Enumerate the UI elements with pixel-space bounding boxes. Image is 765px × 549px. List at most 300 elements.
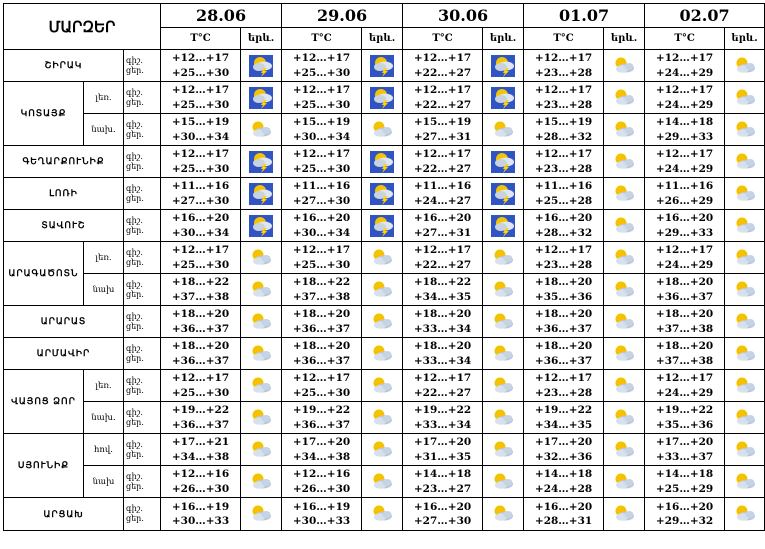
region-name: ՍՅՈՒՆԻՔ	[4, 434, 84, 498]
temperature-cell	[282, 242, 362, 274]
night-temperature: +19…+22	[534, 404, 593, 417]
table-row	[4, 274, 765, 306]
weather-cell	[725, 434, 765, 466]
temperature-cell	[403, 146, 483, 178]
thunderstorm-icon	[249, 215, 273, 237]
time-of-day-labels	[124, 178, 161, 210]
weather-cell	[483, 210, 524, 242]
temperature-cell	[282, 434, 362, 466]
time-of-day-labels	[124, 434, 161, 466]
weather-cell	[362, 50, 403, 82]
night-temperature: +16…+20	[655, 500, 714, 513]
temperature-cell	[524, 82, 604, 114]
night-temperature: +16…+20	[413, 500, 472, 513]
night-temperature: +16…+20	[655, 212, 714, 225]
night-temperature: +18…+20	[655, 340, 714, 353]
weather-cell	[604, 242, 645, 274]
weather-cell	[483, 146, 524, 178]
weather-cell	[725, 210, 765, 242]
weather-cell	[241, 146, 282, 178]
regions-header: ՄԱՐԶԵՐ	[4, 4, 161, 50]
weather-cell	[483, 434, 524, 466]
night-temperature: +19…+22	[292, 404, 351, 417]
day-temperature: +28…+31	[534, 515, 593, 527]
day-temperature: +30…+33	[171, 515, 230, 527]
subregion-label: լեռ.	[84, 370, 124, 402]
night-temperature: +14…+18	[413, 468, 472, 481]
weather-cell	[362, 242, 403, 274]
partly-cloudy-icon	[249, 503, 273, 525]
temperature-cell	[282, 402, 362, 434]
table-row	[4, 210, 765, 242]
temperature-cell	[161, 210, 241, 242]
partly-cloudy-icon	[249, 247, 273, 269]
thunderstorm-icon	[491, 151, 515, 173]
partly-cloudy-icon	[370, 407, 394, 429]
night-temperature: +12…+17	[534, 244, 593, 257]
partly-cloudy-icon	[612, 183, 636, 205]
temperature-cell	[403, 466, 483, 498]
time-of-day-labels	[124, 498, 161, 531]
weather-cell	[725, 178, 765, 210]
temperature-cell	[161, 370, 241, 402]
day-temperature: +22…+27	[413, 162, 472, 175]
weather-cell	[725, 466, 765, 498]
temperature-cell	[524, 306, 604, 338]
weather-cell	[362, 370, 403, 402]
weather-cell	[604, 82, 645, 114]
day-label: ցեր.	[126, 449, 144, 459]
day-temperature: +30…+34	[171, 130, 230, 143]
weather-cell	[241, 434, 282, 466]
weather-cell	[604, 306, 645, 338]
weather-cell	[241, 402, 282, 434]
day-temperature: +24…+29	[655, 162, 714, 175]
temperature-cell	[161, 274, 241, 306]
table-row	[4, 466, 765, 498]
table-row	[4, 370, 765, 402]
partly-cloudy-icon	[612, 279, 636, 301]
temperature-column-header: T°C	[282, 28, 362, 50]
temperature-cell	[161, 306, 241, 338]
temperature-cell	[524, 370, 604, 402]
night-temperature: +16…+20	[413, 212, 472, 225]
night-temperature: +12…+17	[171, 372, 230, 385]
day-temperature: +27…+30	[413, 515, 472, 527]
weather-cell	[604, 370, 645, 402]
day-temperature: +25…+30	[171, 66, 230, 79]
day-temperature: +24…+29	[655, 258, 714, 271]
partly-cloudy-icon	[370, 247, 394, 269]
partly-cloudy-icon	[612, 119, 636, 141]
day-temperature: +34…+35	[413, 290, 472, 303]
temperature-cell	[524, 146, 604, 178]
date-header: 28.06	[161, 4, 282, 28]
weather-cell	[483, 498, 524, 531]
day-temperature: +36…+37	[171, 322, 230, 335]
temperature-cell	[161, 50, 241, 82]
night-temperature: +18…+22	[171, 276, 230, 289]
day-temperature: +30…+34	[171, 226, 230, 239]
day-label: ցեր.	[126, 65, 144, 75]
weather-cell	[362, 274, 403, 306]
night-label: գիշ.	[126, 439, 143, 449]
weather-column-header: երև.	[483, 28, 524, 50]
day-temperature: +30…+33	[292, 515, 351, 527]
partly-cloudy-icon	[491, 311, 515, 333]
partly-cloudy-icon	[733, 311, 757, 333]
weather-cell	[362, 210, 403, 242]
weather-cell	[725, 82, 765, 114]
temperature-cell	[645, 114, 725, 146]
weather-cell	[241, 338, 282, 370]
partly-cloudy-icon	[370, 471, 394, 493]
day-temperature: +37…+38	[171, 290, 230, 303]
day-temperature: +37…+38	[655, 354, 714, 367]
night-temperature: +16…+19	[171, 500, 230, 513]
region-name: ԱՐՄԱՎԻՐ	[4, 338, 124, 370]
day-temperature: +23…+28	[534, 98, 593, 111]
night-temperature: +12…+17	[292, 244, 351, 257]
date-header: 29.06	[282, 4, 403, 28]
table-row	[4, 338, 765, 370]
temperature-cell	[645, 498, 725, 531]
partly-cloudy-icon	[491, 119, 515, 141]
temperature-cell	[524, 242, 604, 274]
night-temperature: +16…+19	[292, 500, 351, 513]
weather-cell	[483, 50, 524, 82]
thunderstorm-icon	[370, 215, 394, 237]
partly-cloudy-icon	[370, 279, 394, 301]
weather-cell	[483, 82, 524, 114]
temperature-cell	[645, 274, 725, 306]
night-temperature: +18…+20	[292, 308, 351, 321]
weather-cell	[604, 498, 645, 531]
day-temperature: +36…+37	[292, 354, 351, 367]
night-label: գիշ.	[126, 504, 143, 514]
weather-cell	[483, 178, 524, 210]
weather-cell	[362, 402, 403, 434]
weather-cell	[483, 338, 524, 370]
night-temperature: +15…+19	[171, 116, 230, 129]
night-temperature: +12…+17	[171, 244, 230, 257]
day-temperature: +31…+35	[413, 450, 472, 463]
temperature-cell	[645, 242, 725, 274]
day-temperature: +25…+30	[171, 98, 230, 111]
night-temperature: +18…+20	[171, 308, 230, 321]
night-temperature: +15…+19	[534, 116, 593, 129]
night-label: գիշ.	[126, 87, 143, 97]
day-temperature: +34…+38	[171, 450, 230, 463]
night-temperature: +18…+20	[413, 340, 472, 353]
partly-cloudy-icon	[370, 119, 394, 141]
night-temperature: +15…+19	[413, 116, 472, 129]
thunderstorm-icon	[491, 183, 515, 205]
day-temperature: +23…+28	[534, 258, 593, 271]
time-of-day-labels	[124, 306, 161, 338]
night-temperature: +11…+16	[292, 180, 351, 193]
subregion-label: հով.	[84, 434, 124, 466]
day-temperature: +30…+34	[292, 130, 351, 143]
partly-cloudy-icon	[370, 503, 394, 525]
day-label: ցեր.	[126, 481, 144, 491]
temperature-cell	[161, 338, 241, 370]
day-temperature: +23…+27	[413, 482, 472, 495]
day-temperature: +27…+31	[413, 226, 472, 239]
night-label: գիշ.	[126, 215, 143, 225]
temperature-cell	[282, 210, 362, 242]
partly-cloudy-icon	[249, 311, 273, 333]
night-temperature: +19…+22	[171, 404, 230, 417]
forecast-table	[3, 3, 765, 531]
temperature-cell	[403, 242, 483, 274]
partly-cloudy-icon	[491, 439, 515, 461]
temperature-cell	[282, 82, 362, 114]
weather-cell	[604, 274, 645, 306]
weather-cell	[604, 466, 645, 498]
day-label: ցեր.	[126, 129, 144, 139]
night-label: գիշ.	[126, 343, 143, 353]
night-temperature: +18…+22	[292, 276, 351, 289]
temperature-cell	[282, 338, 362, 370]
day-temperature: +24…+29	[655, 98, 714, 111]
day-temperature: +22…+27	[413, 258, 472, 271]
temperature-cell	[282, 178, 362, 210]
weather-column-header: երև.	[241, 28, 282, 50]
night-temperature: +11…+16	[534, 180, 593, 193]
day-temperature: +36…+37	[534, 322, 593, 335]
night-temperature: +12…+17	[413, 244, 472, 257]
temperature-cell	[161, 82, 241, 114]
subregion-label: լեռ.	[84, 82, 124, 114]
date-header: 30.06	[403, 4, 524, 28]
day-label: ցեր.	[126, 289, 144, 299]
temperature-cell	[645, 50, 725, 82]
night-label: գիշ.	[126, 375, 143, 385]
temperature-cell	[645, 178, 725, 210]
night-temperature: +18…+20	[413, 308, 472, 321]
night-temperature: +14…+18	[655, 468, 714, 481]
night-temperature: +12…+17	[534, 84, 593, 97]
time-of-day-labels	[124, 146, 161, 178]
day-label: ցեր.	[126, 417, 144, 427]
table-row	[4, 306, 765, 338]
weather-cell	[725, 402, 765, 434]
thunderstorm-icon	[491, 87, 515, 109]
partly-cloudy-icon	[612, 375, 636, 397]
weather-cell	[483, 242, 524, 274]
weather-cell	[241, 306, 282, 338]
night-temperature: +12…+17	[413, 52, 472, 65]
day-temperature: +29…+33	[655, 130, 714, 143]
table-row	[4, 498, 765, 531]
time-of-day-labels	[124, 210, 161, 242]
weather-cell	[241, 466, 282, 498]
partly-cloudy-icon	[370, 343, 394, 365]
weather-cell	[362, 466, 403, 498]
region-name: ԼՈՌԻ	[4, 178, 124, 210]
night-temperature: +14…+18	[534, 468, 593, 481]
temperature-cell	[524, 274, 604, 306]
day-temperature: +33…+34	[413, 322, 472, 335]
day-temperature: +34…+38	[292, 450, 351, 463]
day-temperature: +22…+27	[413, 386, 472, 399]
night-label: գիշ.	[126, 151, 143, 161]
weather-cell	[725, 114, 765, 146]
night-temperature: +17…+21	[171, 436, 230, 449]
partly-cloudy-icon	[733, 471, 757, 493]
thunderstorm-icon	[491, 215, 515, 237]
day-label: ցեր.	[126, 161, 144, 171]
partly-cloudy-icon	[612, 439, 636, 461]
weather-cell	[483, 466, 524, 498]
night-temperature: +18…+20	[534, 340, 593, 353]
day-temperature: +26…+29	[655, 194, 714, 207]
partly-cloudy-icon	[733, 375, 757, 397]
temperature-cell	[161, 498, 241, 531]
partly-cloudy-icon	[612, 151, 636, 173]
partly-cloudy-icon	[733, 247, 757, 269]
night-temperature: +14…+18	[655, 116, 714, 129]
time-of-day-labels	[124, 466, 161, 498]
night-temperature: +12…+16	[171, 468, 230, 481]
day-temperature: +36…+37	[292, 418, 351, 431]
temperature-cell	[282, 274, 362, 306]
partly-cloudy-icon	[249, 375, 273, 397]
day-temperature: +25…+30	[292, 162, 351, 175]
night-label: գիշ.	[126, 119, 143, 129]
night-temperature: +17…+20	[292, 436, 351, 449]
night-temperature: +12…+17	[655, 148, 714, 161]
weather-cell	[241, 370, 282, 402]
weather-cell	[483, 114, 524, 146]
day-temperature: +27…+31	[413, 130, 472, 143]
night-temperature: +15…+19	[292, 116, 351, 129]
day-temperature: +26…+30	[171, 482, 230, 495]
day-label: ցեր.	[126, 385, 144, 395]
temperature-cell	[403, 82, 483, 114]
time-of-day-labels	[124, 242, 161, 274]
day-temperature: +27…+30	[292, 194, 351, 207]
weather-cell	[725, 146, 765, 178]
partly-cloudy-icon	[612, 55, 636, 77]
weather-cell	[725, 498, 765, 531]
temperature-cell	[161, 146, 241, 178]
night-temperature: +12…+17	[534, 52, 593, 65]
temperature-column-header: T°C	[403, 28, 483, 50]
day-label: ցեր.	[126, 353, 144, 363]
night-temperature: +12…+17	[292, 52, 351, 65]
night-temperature: +17…+20	[534, 436, 593, 449]
time-of-day-labels	[124, 50, 161, 82]
temperature-cell	[645, 306, 725, 338]
thunderstorm-icon	[370, 151, 394, 173]
night-temperature: +16…+20	[292, 212, 351, 225]
night-temperature: +18…+20	[655, 308, 714, 321]
night-temperature: +12…+17	[534, 148, 593, 161]
temperature-cell	[403, 306, 483, 338]
subregion-label: լեռ.	[84, 242, 124, 274]
weather-cell	[483, 402, 524, 434]
temperature-cell	[282, 306, 362, 338]
weather-cell	[362, 114, 403, 146]
night-temperature: +12…+17	[171, 148, 230, 161]
night-temperature: +16…+20	[534, 500, 593, 513]
night-temperature: +16…+20	[534, 212, 593, 225]
table-row	[4, 82, 765, 114]
temperature-cell	[645, 338, 725, 370]
day-temperature: +35…+36	[534, 290, 593, 303]
partly-cloudy-icon	[249, 439, 273, 461]
weather-cell	[725, 274, 765, 306]
partly-cloudy-icon	[733, 503, 757, 525]
temperature-cell	[645, 370, 725, 402]
temperature-cell	[645, 434, 725, 466]
table-row	[4, 146, 765, 178]
partly-cloudy-icon	[733, 87, 757, 109]
weather-cell	[725, 242, 765, 274]
temperature-cell	[524, 114, 604, 146]
weather-cell	[725, 50, 765, 82]
table-row	[4, 402, 765, 434]
temperature-cell	[524, 338, 604, 370]
weather-cell	[483, 274, 524, 306]
region-name: ԱՐԱԳԱԾՈՏՆ	[4, 242, 84, 306]
partly-cloudy-icon	[491, 471, 515, 493]
night-temperature: +12…+17	[292, 372, 351, 385]
region-name: ԱՐՑԱԽ	[4, 498, 124, 531]
night-temperature: +17…+20	[413, 436, 472, 449]
temperature-cell	[282, 466, 362, 498]
night-temperature: +12…+17	[655, 244, 714, 257]
weather-cell	[241, 114, 282, 146]
partly-cloudy-icon	[370, 311, 394, 333]
thunderstorm-icon	[370, 55, 394, 77]
day-temperature: +25…+30	[292, 258, 351, 271]
partly-cloudy-icon	[249, 343, 273, 365]
day-label: ցեր.	[126, 321, 144, 331]
weather-cell	[241, 178, 282, 210]
partly-cloudy-icon	[491, 279, 515, 301]
night-label: գիշ.	[126, 407, 143, 417]
temperature-cell	[645, 466, 725, 498]
temperature-column-header: T°C	[161, 28, 241, 50]
weather-cell	[241, 242, 282, 274]
night-temperature: +18…+20	[655, 276, 714, 289]
temperature-cell	[403, 402, 483, 434]
night-temperature: +12…+17	[413, 148, 472, 161]
temperature-column-header: T°C	[524, 28, 604, 50]
day-temperature: +24…+29	[655, 66, 714, 79]
partly-cloudy-icon	[491, 343, 515, 365]
partly-cloudy-icon	[733, 55, 757, 77]
day-temperature: +33…+34	[413, 418, 472, 431]
table-row	[4, 242, 765, 274]
partly-cloudy-icon	[733, 183, 757, 205]
date-header: 02.07	[645, 4, 765, 28]
temperature-cell	[403, 370, 483, 402]
night-temperature: +12…+17	[655, 372, 714, 385]
temperature-cell	[645, 210, 725, 242]
day-temperature: +25…+28	[534, 194, 593, 207]
region-name: ՇԻՐԱԿ	[4, 50, 124, 82]
night-temperature: +12…+17	[655, 84, 714, 97]
temperature-cell	[161, 434, 241, 466]
temperature-cell	[282, 370, 362, 402]
night-label: գիշ.	[126, 247, 143, 257]
night-label: գիշ.	[126, 311, 143, 321]
temperature-cell	[403, 498, 483, 531]
